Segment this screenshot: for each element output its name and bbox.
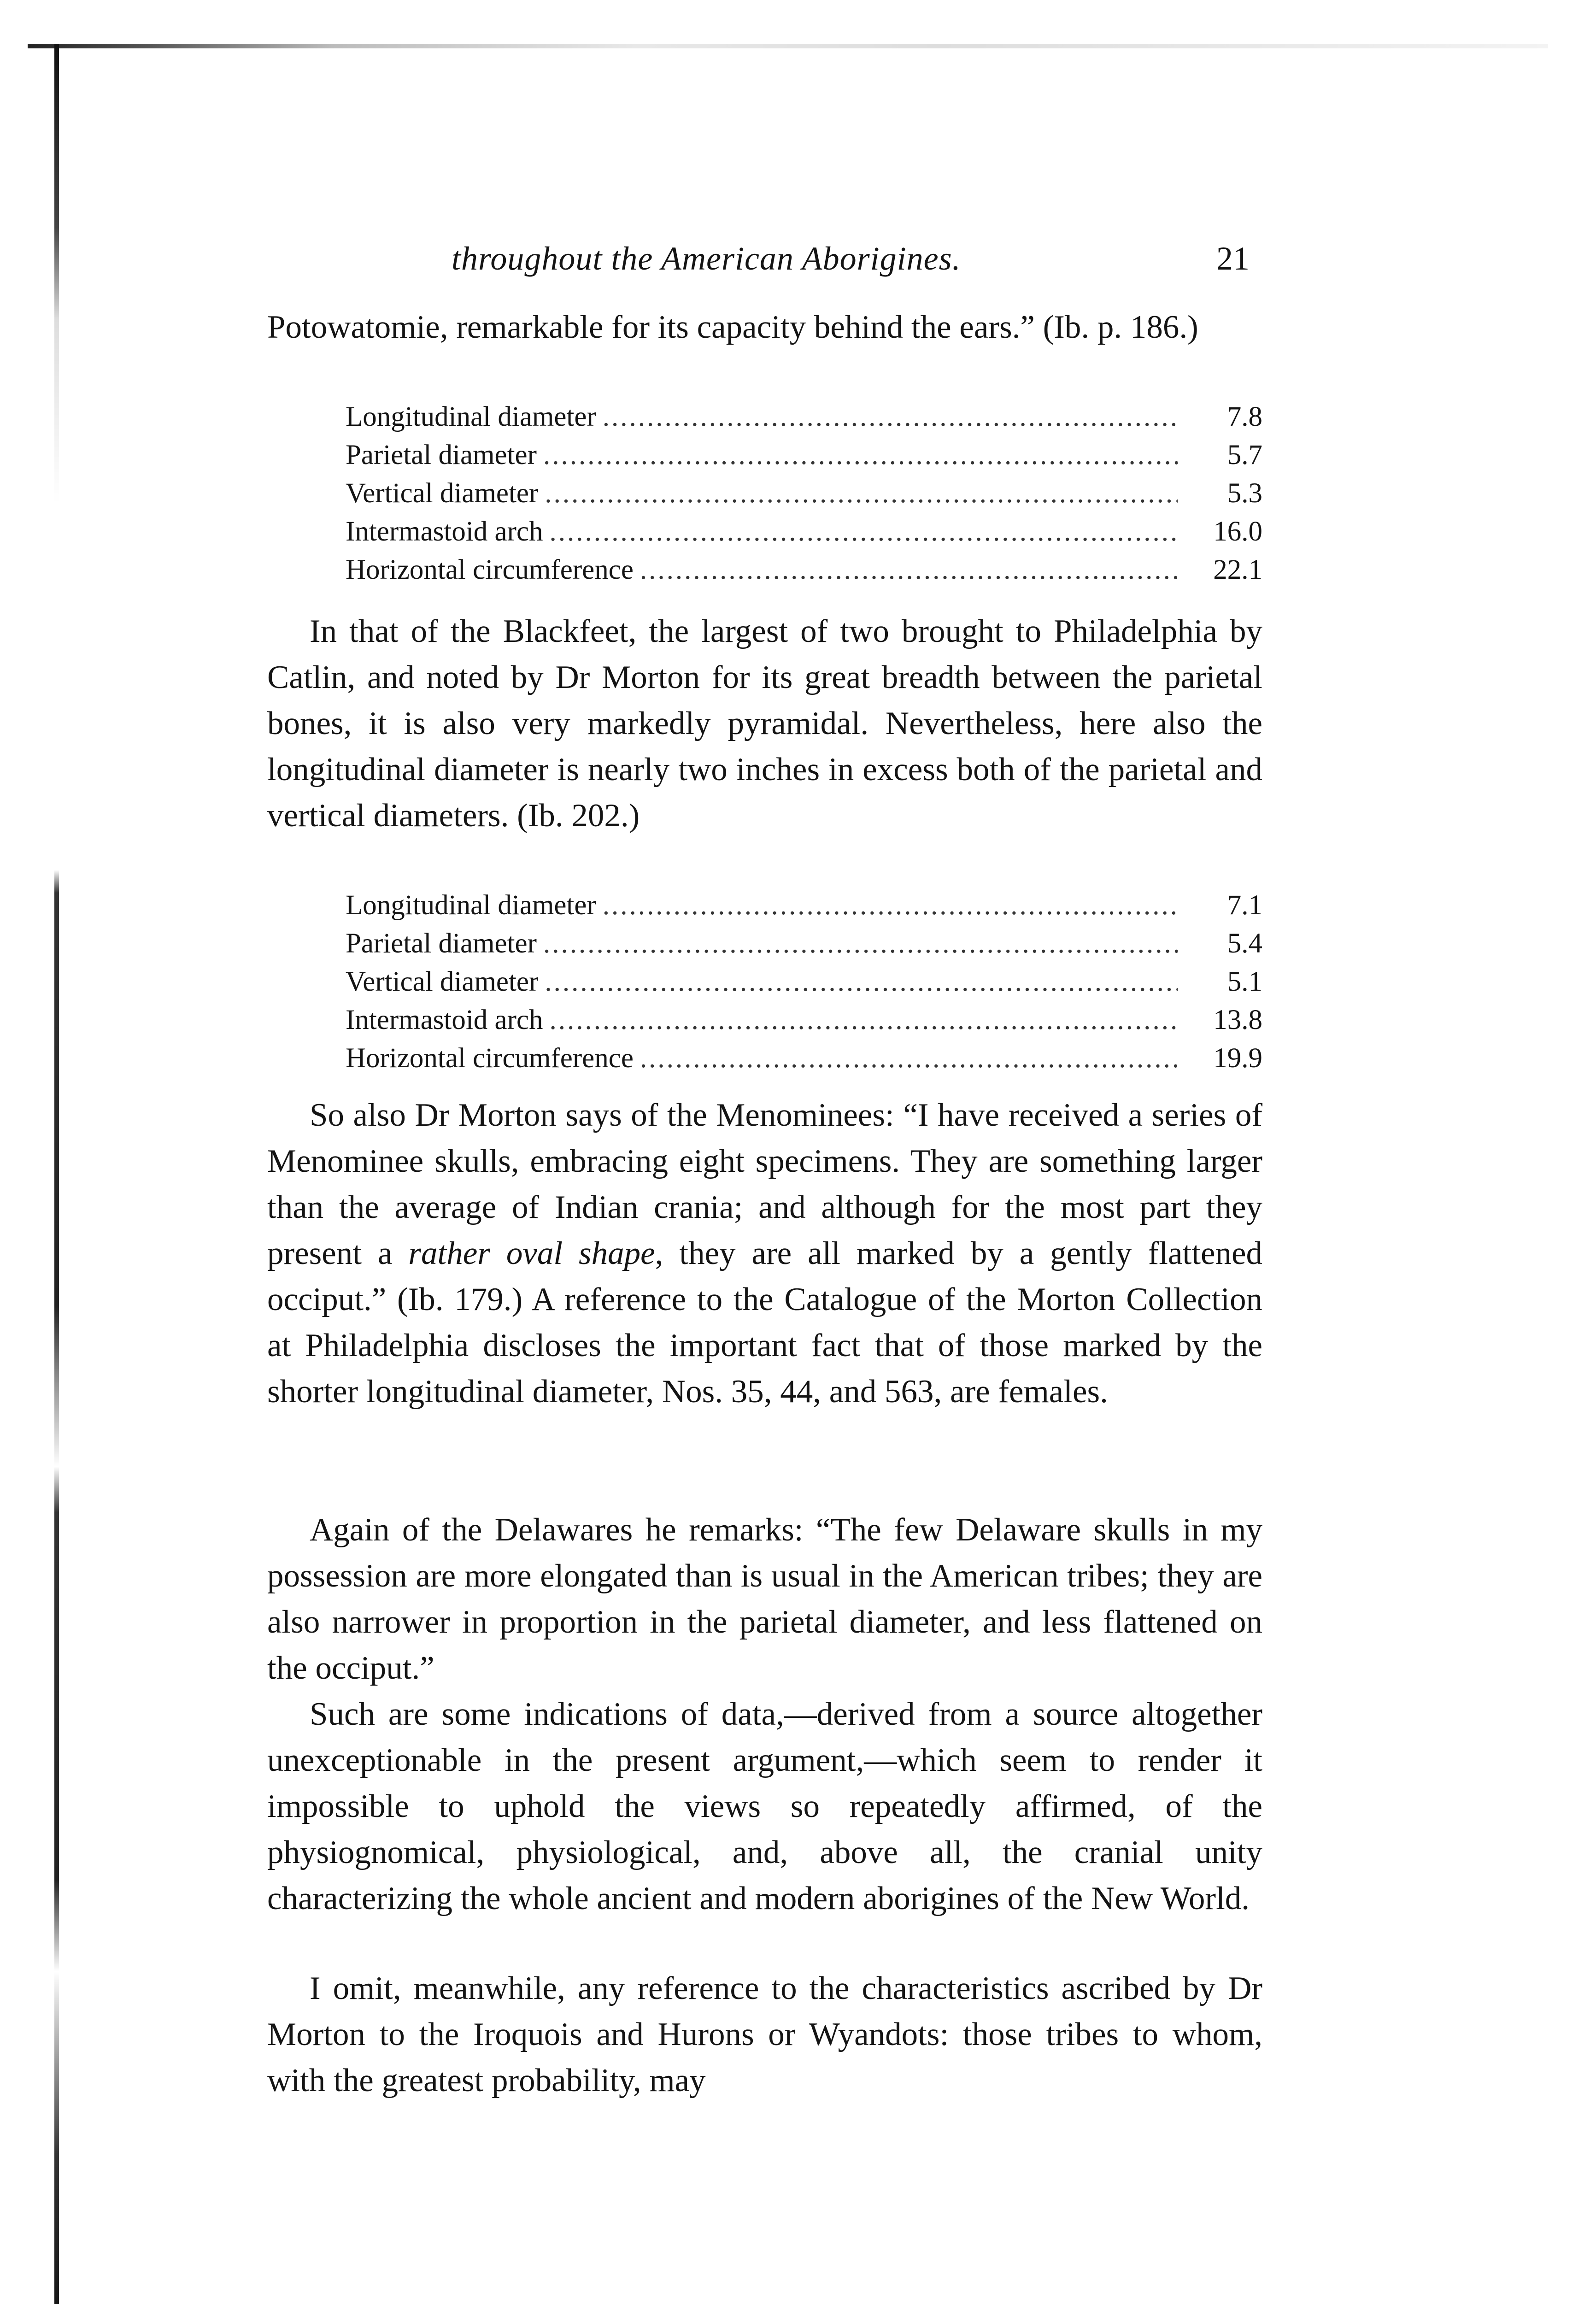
- measurements-table-blackfeet: [346, 889, 1262, 1081]
- leader-dots: [640, 1042, 1178, 1075]
- paragraph-potowatomie: Potowatomie, remarkable for its capacity behind the ears.” (Ib. p. 186.): [267, 309, 1198, 345]
- leader-dots: [550, 1004, 1178, 1036]
- measurement-label: Horizontal circumference: [346, 1043, 634, 1074]
- paragraph-text: , they are all marked by a gently flattened occiput.” (Ib. 179.) A reference to the Catalogue of the Morton Collection at Philadelphia discloses the important fact that of those marked by the shorter longitudinal diameter, Nos. 35, 44, and 563, are females.: [267, 1235, 1262, 1410]
- measurement-value: 22.1: [1213, 554, 1262, 585]
- measurement-value: 5.7: [1227, 440, 1262, 470]
- table-row: [346, 477, 1262, 516]
- scan-edge-top: [28, 44, 1548, 48]
- paragraph-menominees: [267, 1092, 1262, 1415]
- measurement-label: Intermastoid arch: [346, 516, 543, 547]
- measurement-label: Longitudinal diameter: [346, 401, 596, 432]
- table-row: [346, 1004, 1262, 1042]
- measurement-value: 13.8: [1213, 1005, 1262, 1035]
- measurement-label: Parietal diameter: [346, 440, 537, 470]
- table-row: [346, 439, 1262, 477]
- italic-phrase: rather oval shape: [408, 1235, 655, 1271]
- measurement-value: 7.1: [1227, 890, 1262, 921]
- leader-dots: [543, 928, 1178, 960]
- measurement-value: 5.1: [1227, 966, 1262, 997]
- leader-dots: [550, 516, 1178, 548]
- measurement-label: Horizontal circumference: [346, 554, 634, 585]
- measurements-table-potowatomie: [346, 401, 1262, 592]
- scan-edge-left: [54, 44, 59, 2304]
- measurement-label: Vertical diameter: [346, 966, 539, 997]
- leader-dots: [545, 477, 1178, 510]
- leader-dots: [640, 554, 1178, 586]
- measurement-value: 7.8: [1227, 401, 1262, 432]
- page-number: 21: [1216, 240, 1250, 277]
- measurement-label: Intermastoid arch: [346, 1005, 543, 1035]
- measurement-value: 5.4: [1227, 928, 1262, 959]
- paragraph-indications: Such are some indications of data,—derived from a source altogether unexceptionable in the present argument,—which seem to render it impossible to uphold the views so repeatedly affirmed, of the physiognomical, physiological, and, above all, the cranial unity characterizing the whole ancient and modern aborigines of the New World.: [267, 1696, 1262, 1916]
- leader-dots: [545, 966, 1178, 998]
- measurement-value: 19.9: [1213, 1043, 1262, 1074]
- table-row: [346, 554, 1262, 592]
- leader-dots: [603, 889, 1178, 922]
- paragraph-text: So also Dr Morton says of the Menominees: “I have received a series of Menominee skulls, embracing eight specimens. They are something larger than the average of Indian crania; and although for the most part they present a: [267, 1097, 1262, 1271]
- table-row: [346, 401, 1262, 439]
- measurement-label: Parietal diameter: [346, 928, 537, 959]
- table-row: [346, 516, 1262, 554]
- leader-dots: [543, 439, 1178, 471]
- table-row: [346, 966, 1262, 1004]
- table-row: [346, 1042, 1262, 1081]
- measurement-value: 16.0: [1213, 516, 1262, 547]
- leader-dots: [603, 401, 1178, 433]
- measurement-value: 5.3: [1227, 478, 1262, 509]
- paragraph-iroquois: I omit, meanwhile, any reference to the characteristics ascribed by Dr Morton to the Iroquois and Hurons or Wyandots: those tribes to whom, with the greatest probability, may: [267, 1970, 1262, 2098]
- running-head: throughout the American Aborigines.: [452, 240, 961, 277]
- measurement-label: Vertical diameter: [346, 478, 539, 509]
- paragraph-delawares: Again of the Delawares he remarks: “The few Delaware skulls in my possession are more elongated than is usual in the American tribes; they are also narrower in proportion in the parietal diameter, and less flattened on the occiput.”: [267, 1512, 1262, 1686]
- measurement-label: Longitudinal diameter: [346, 890, 596, 921]
- table-row: [346, 889, 1262, 928]
- table-row: [346, 928, 1262, 966]
- paragraph-blackfeet: In that of the Blackfeet, the largest of two brought to Philadelphia by Catlin, and noted by Dr Morton for its great breadth between the parietal bones, it is also very markedly pyramidal. Nevertheless, here also the longitudinal diameter is nearly two inches in excess both of the parietal and vertical diameters. (Ib. 202.): [267, 613, 1262, 834]
